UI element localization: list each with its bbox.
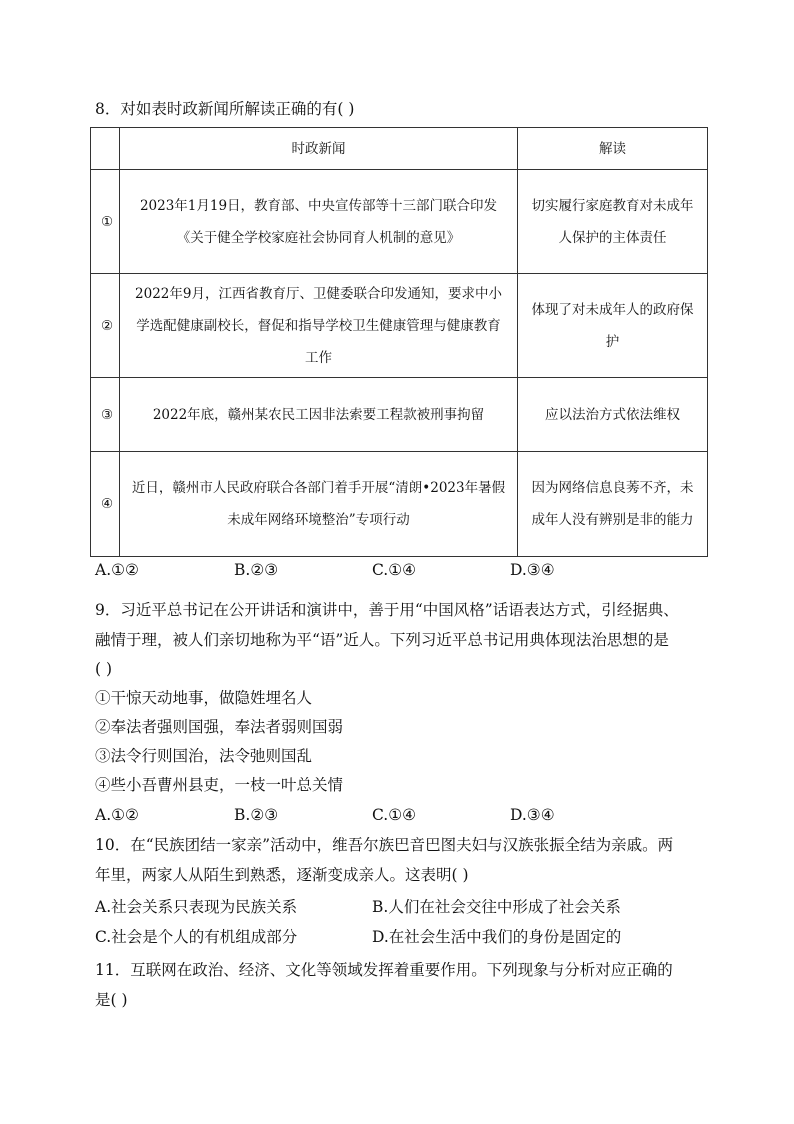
row-number: ① bbox=[91, 170, 120, 274]
q9-stem-line3: ( ) bbox=[95, 660, 113, 678]
q10-stem-line2: 年里，两家人从陌生到熟悉，逐渐变成亲人。这表明( ) bbox=[95, 866, 469, 884]
q9-option-b[interactable]: B.②③ bbox=[234, 806, 279, 824]
row-interpretation: 体现了对未成年人的政府保护 bbox=[518, 274, 708, 378]
row-interpretation: 切实履行家庭教育对未成年人保护的主体责任 bbox=[518, 170, 708, 274]
q8-stem: 8．对如表时政新闻所解读正确的有( ) bbox=[95, 100, 355, 118]
row-number: ③ bbox=[91, 378, 120, 452]
row-interpretation: 因为网络信息良莠不齐，未成年人没有辨别是非的能力 bbox=[518, 452, 708, 557]
row-news: 2022年9月，江西省教育厅、卫健委联合印发通知，要求中小学选配健康副校长，督促和指导学校卫生健康管理与健康教育工作 bbox=[120, 274, 518, 378]
row-number: ② bbox=[91, 274, 120, 378]
q9-item-4: ④些小吾曹州县吏，一枝一叶总关情 bbox=[95, 776, 344, 794]
row-number: ④ bbox=[91, 452, 120, 557]
q10-option-b[interactable]: B.人们在社会交往中形成了社会关系 bbox=[372, 898, 621, 916]
q10-option-a[interactable]: A.社会关系只表现为民族关系 bbox=[95, 898, 298, 916]
header-news: 时政新闻 bbox=[120, 128, 518, 170]
header-interpretation: 解读 bbox=[518, 128, 708, 170]
q10-stem-line1: 10．在“民族团结一家亲”活动中，维吾尔族巴音巴图夫妇与汉族张振全结为亲戚。两 bbox=[95, 836, 674, 854]
q11-stem-line1: 11．互联网在政治、经济、文化等领域发挥着重要作用。下列现象与分析对应正确的 bbox=[95, 961, 673, 979]
table-row bbox=[91, 452, 708, 557]
table-row bbox=[91, 274, 708, 378]
table-row bbox=[91, 170, 708, 274]
q9-stem-line1: 9．习近平总书记在公开讲话和演讲中，善于用“中国风格”话语表达方式，引经据典、 bbox=[95, 601, 679, 619]
q8-option-c[interactable]: C.①④ bbox=[372, 561, 417, 579]
q9-item-3: ③法令行则国治，法令弛则国乱 bbox=[95, 747, 313, 765]
row-news: 近日，赣州市人民政府联合各部门着手开展“清朗•2023年暑假未成年网络环境整治”专项行动 bbox=[120, 452, 518, 557]
q8-option-b[interactable]: B.②③ bbox=[234, 561, 279, 579]
q10-option-d[interactable]: D.在社会生活中我们的身份是固定的 bbox=[372, 928, 622, 946]
header-blank bbox=[91, 128, 120, 170]
q9-stem-line2: 融情于理，被人们亲切地称为平“语”近人。下列习近平总书记用典体现法治思想的是 bbox=[95, 631, 669, 649]
q9-option-a[interactable]: A.①② bbox=[95, 806, 139, 824]
q9-option-d[interactable]: D.③④ bbox=[510, 806, 555, 824]
row-interpretation: 应以法治方式依法维权 bbox=[518, 378, 708, 452]
row-news: 2023年1月19日，教育部、中央宣传部等十三部门联合印发《关于健全学校家庭社会协同育人机制的意见》 bbox=[120, 170, 518, 274]
q8-news-table bbox=[90, 127, 708, 557]
q9-item-2: ②奉法者强则国强，奉法者弱则国弱 bbox=[95, 718, 344, 736]
q8-option-d[interactable]: D.③④ bbox=[510, 561, 555, 579]
q10-option-c[interactable]: C.社会是个人的有机组成部分 bbox=[95, 928, 298, 946]
q8-option-a[interactable]: A.①② bbox=[95, 561, 139, 579]
table-header-row bbox=[91, 128, 708, 170]
table-row bbox=[91, 378, 708, 452]
q11-stem-line2: 是( ) bbox=[95, 991, 128, 1009]
q9-option-c[interactable]: C.①④ bbox=[372, 806, 417, 824]
row-news: 2022年底，赣州某农民工因非法索要工程款被刑事拘留 bbox=[120, 378, 518, 452]
q9-item-1: ①干惊天动地事，做隐姓埋名人 bbox=[95, 689, 313, 707]
